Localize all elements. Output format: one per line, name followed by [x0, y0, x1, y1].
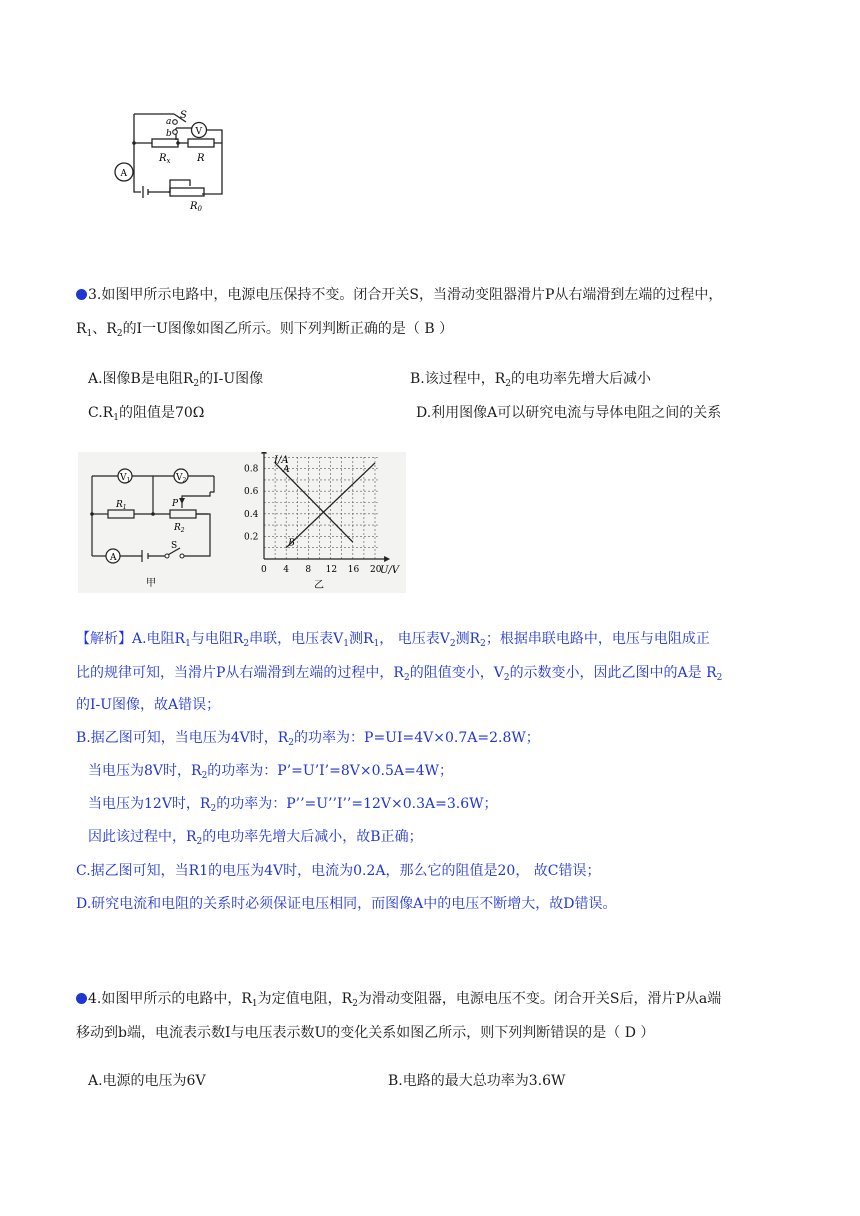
chart-y-label: I/A: [274, 455, 289, 466]
analysis-line-9: D.研究电流和电阻的关系时必须保证电压相同，而图像A中的电压不断增大，故D错误。: [76, 896, 617, 912]
label-v: V: [195, 127, 202, 137]
y-tick-label: 0.2: [244, 532, 259, 543]
option-3a: A.图像B是电阻$R_2$的I-U图像: [88, 371, 264, 389]
caption-yi: 乙: [314, 580, 324, 591]
analysis-line-7: 因此该过程中，$R_2$的电功率先增大后减小，故B正确；: [88, 829, 423, 847]
label-s: S: [180, 110, 187, 121]
bullet-dot-icon: [76, 993, 87, 1004]
option-3c: $C.R_1$的阻值是70Ω: [88, 405, 205, 423]
y-tick-label: 0.8: [244, 464, 259, 475]
chart-x-label: U/V: [380, 565, 400, 576]
option-3b: B.该过程中，$R_2$的电功率先增大后减小: [410, 371, 652, 389]
label-v2: $V_2$: [176, 473, 187, 484]
label-r2: $R_2$: [174, 523, 185, 534]
label-r: R: [197, 153, 205, 164]
question-3-line-1: 3.如图甲所示电路中，电源电压保持不变。闭合开关S，当滑动变阻器滑片P从右端滑到左端的过程中，: [76, 286, 722, 304]
chart-grid: [264, 457, 378, 559]
option-4b: B.电路的最大总功率为3.6W: [388, 1073, 566, 1089]
figure-yi-chart: [242, 452, 406, 593]
analysis-line-4: B.据乙图可知，当电压为4V时，$R_2$的功率为：P=UI=4V×0.7A=2.8W；: [76, 730, 540, 748]
bullet-dot-icon: [76, 289, 87, 300]
y-axis-arrow: [261, 452, 267, 454]
x-tick-label: 16: [347, 565, 360, 575]
label-b: b: [166, 129, 172, 139]
label-r1: $R_1$: [116, 500, 127, 511]
x-tick-label: 12: [325, 565, 338, 575]
x-tick-label: 8: [305, 565, 312, 575]
x-axis-arrow: [384, 556, 390, 562]
x-tick-label: 0: [261, 565, 267, 575]
label-v1: $V_1$: [120, 473, 131, 484]
analysis-line-5: 当电压为8V时，$R_2$的功率为：P’=U’I’=8V×0.5A=4W；: [88, 763, 454, 781]
option-3d: D.利用图像A可以研究电流与导体电阻之间的关系: [416, 405, 722, 421]
label-ammeter: A: [120, 169, 127, 179]
analysis-line-8: C.据乙图可知，当R1的电压为4V时，电流为0.2A，那么它的阻值是20， 故C错误；: [76, 863, 601, 879]
label-switch: S: [171, 541, 178, 551]
y-tick-label: 0.6: [244, 487, 259, 498]
analysis-line-2: 比的规律可知，当滑片P从右端滑到左端的过程中，$R_2$的阻值变小，$V_2$的示数变小，因此乙图中的A是 $R_2$: [76, 665, 723, 683]
chart-series: [275, 463, 375, 549]
figure-jia-circuit: [78, 452, 242, 593]
y-tick-label: 0.4: [244, 509, 259, 520]
label-p: P: [172, 499, 179, 509]
x-tick-label: 20: [370, 565, 382, 575]
top-circuit-diagram: [108, 108, 228, 214]
label-a: a: [166, 117, 172, 127]
question-4-line-1: 4.如图甲所示的电路中，$R_1$为定值电阻，$R_2$为滑动变阻器，电源电压不变。闭合开关S后，滑片P从a端: [76, 990, 721, 1013]
question-3-line-2: $R_1$、$R_2$的I一U图像如图乙所示。则下列判断正确的是（ B ）: [76, 321, 454, 339]
label-r0: $R_0$: [190, 201, 202, 213]
caption-jia: 甲: [146, 578, 156, 589]
analysis-line-6: 当电压为12V时，$R_2$的功率为：P’’=U’’I’’=12V×0.3A=3.6W；: [88, 796, 498, 814]
question-4-line-2: 移动到b端，电流表示数I与电压表示数U的变化关系如图乙所示，则下列判断错误的是（ D ）: [76, 1025, 655, 1041]
series-label-b: B: [288, 538, 295, 549]
analysis-line-3: 的I-U图像，故A错误；: [76, 697, 221, 713]
option-4a: A.电源的电压为6V: [88, 1073, 206, 1089]
x-tick-label: 4: [283, 565, 289, 575]
label-ammeter: A: [110, 553, 117, 563]
series-label-a: A: [283, 464, 290, 475]
label-rx: $R_x$: [159, 153, 171, 165]
analysis-line-1: 【解析】A.电阻$R_1$与电阻$R_2$串联，电压表$V_1$测$R_1$， 电压表$V_2$测$R_2$；根据串联电路中，电压与电阻成正: [76, 631, 710, 649]
